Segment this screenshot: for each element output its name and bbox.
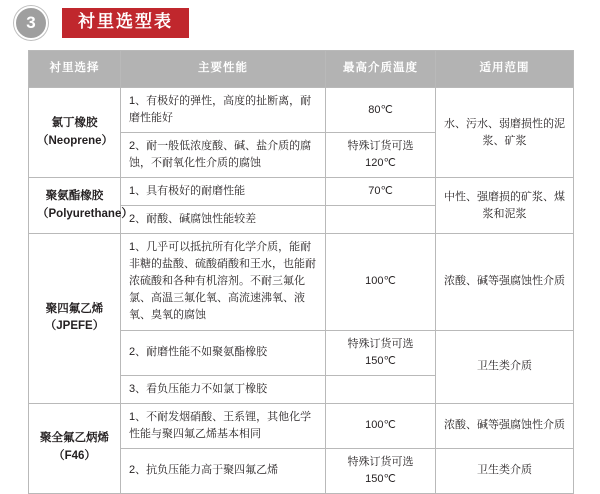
cell-application-range: 卫生类介质: [436, 448, 574, 493]
cell-application-range: 浓酸、碱等强腐蚀性介质: [436, 403, 574, 448]
cell-application-range: 水、污水、弱磨损性的泥浆、矿浆: [436, 88, 574, 178]
cell-max-temperature: 70℃: [326, 178, 436, 206]
cell-max-temperature: 80℃: [326, 88, 436, 133]
cell-max-temperature: 特殊订货可选 150℃: [326, 448, 436, 493]
column-header-lining: 衬里选择: [29, 51, 121, 88]
cell-application-range: 卫生类介质: [436, 330, 574, 403]
cell-max-temperature: 特殊订货可选 120℃: [326, 133, 436, 178]
cell-performance: 2、耐磨性能不如聚氨酯橡胶: [121, 330, 326, 375]
cell-max-temperature: 100℃: [326, 234, 436, 330]
table-row: [29, 403, 574, 448]
table-header: [29, 51, 574, 88]
cell-performance: 2、耐一般低浓度酸、碱、盐介质的腐蚀，不耐氧化性介质的腐蚀: [121, 133, 326, 178]
cell-lining-name: 聚氨酯橡胶 （Polyurethane）: [29, 178, 121, 234]
cell-performance: 1、有极好的弹性，高度的扯断离，耐磨性能好: [121, 88, 326, 133]
page-title: 衬里选型表: [62, 8, 189, 38]
cell-performance: 1、不耐发烟硝酸、王系锂，其他化学性能与聚四氟乙烯基本相同: [121, 403, 326, 448]
cell-max-temperature: 100℃: [326, 403, 436, 448]
lining-selection-table: [28, 50, 574, 494]
column-header-temperature: 最高介质温度: [326, 51, 436, 88]
section-number-badge: 3: [14, 6, 48, 40]
table-row: [29, 234, 574, 330]
table-row: [29, 178, 574, 206]
cell-lining-name: 聚全氟乙炳烯 （F46）: [29, 403, 121, 493]
column-header-range: 适用范围: [436, 51, 574, 88]
cell-lining-name: 氯丁橡胶 （Neoprene）: [29, 88, 121, 178]
cell-application-range: 浓酸、碱等强腐蚀性介质: [436, 234, 574, 330]
table-row: [29, 88, 574, 133]
cell-lining-name: 聚四氟乙烯 （JPEFE）: [29, 234, 121, 403]
column-header-performance: 主要性能: [121, 51, 326, 88]
lining-selection-table-wrap: [28, 50, 573, 494]
table-body: [29, 88, 574, 494]
cell-performance: 2、耐酸、碱腐蚀性能较差: [121, 206, 326, 234]
cell-max-temperature: 特殊订货可选 150℃: [326, 330, 436, 375]
cell-performance: 3、看负压能力不如氯丁橡胶: [121, 375, 326, 403]
cell-performance: 2、抗负压能力高于聚四氟乙烯: [121, 448, 326, 493]
cell-application-range: 中性、强磨损的矿浆、煤浆和泥浆: [436, 178, 574, 234]
cell-performance: 1、几乎可以抵抗所有化学介质，能耐非糖的盐酸、硫酸硝酸和王水，也能耐浓硫酸和各种有机溶剂。不耐三氟化氯、高温三氟化氧、高流速沸氧、液氧、臭氧的腐蚀: [121, 234, 326, 330]
cell-performance: 1、具有极好的耐磨性能: [121, 178, 326, 206]
section-header: [0, 6, 189, 40]
table-header-row: [29, 51, 574, 88]
